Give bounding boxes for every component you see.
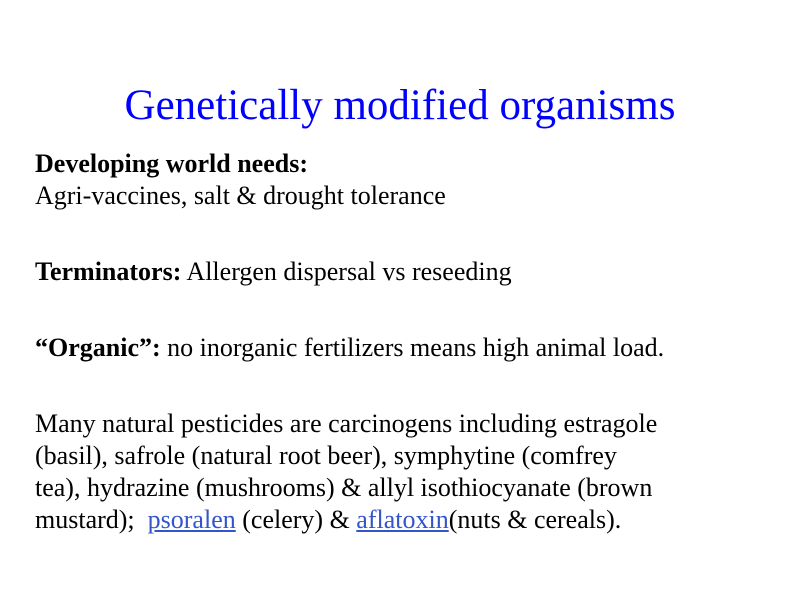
pesticides-line-3: tea), hydrazine (mushrooms) & allyl isothiocyanate (brown xyxy=(35,473,653,502)
organic-line xyxy=(35,332,795,364)
spacer xyxy=(35,288,795,332)
pesticides-line-4 xyxy=(35,504,795,536)
organic-text: no inorganic fertilizers means high animal load. xyxy=(160,333,665,362)
aflatoxin-link[interactable]: aflatoxin xyxy=(356,505,449,534)
spacer xyxy=(35,212,795,256)
pesticides-line-2: (basil), safrole (natural root beer), symphytine (comfrey xyxy=(35,441,617,470)
pesticides-line-4-suffix: (nuts & cereals). xyxy=(448,505,622,534)
terminators-label: Terminators: xyxy=(35,257,182,286)
pesticides-line-1: Many natural pesticides are carcinogens including estragole xyxy=(35,409,658,438)
slide-body xyxy=(35,148,795,536)
needs-heading-line xyxy=(35,148,795,180)
pesticides-line-4-mid: (celery) & xyxy=(235,505,357,534)
terminators-line xyxy=(35,256,795,288)
terminators-text: Allergen dispersal vs reseeding xyxy=(181,257,512,286)
slide-title: Genetically modified organisms xyxy=(124,82,676,129)
pesticides-line-4-prefix: mustard); xyxy=(35,505,148,534)
psoralen-link[interactable]: psoralen xyxy=(147,505,236,534)
spacer xyxy=(35,364,795,408)
needs-heading: Developing world needs: xyxy=(35,149,308,178)
needs-text-line: Agri-vaccines, salt & drought tolerance xyxy=(35,181,446,210)
organic-label: “Organic”: xyxy=(35,333,161,362)
